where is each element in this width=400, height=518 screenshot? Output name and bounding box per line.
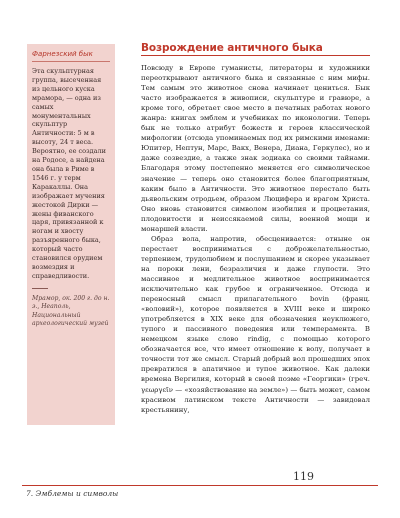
section-title: Возрождение античного быка [141,42,323,54]
footer-rule [22,485,378,486]
running-footer: 7. Эмблемы и символы [26,489,119,498]
page-number: 119 [293,470,314,483]
sidebar-divider [32,288,48,289]
paragraph: Повсюду в Европе гуманисты, литераторы и художники переоткрывают античного быка и связанные с ним мифы. Тем самым это животное снова начинает цениться. Бык часто изображается в живописи, скульптуре и гравюре, а кроме того, обретает свое место в печатных работах нового жанра: книгах эмблем и учебниках по иконологии. Теперь бык не только атрибут божеств и героев классической мифологии (отсюда упоминаемых под их римскими именами: Юпитер, Нептун, Марс, Вакх, Венера, Диана, Геркулес), но и даже созвездие, а также знак зодиака со своими тайнами. Благодаря этому постепенно меняется его символическое значение — теперь оно становится более благоприятным, каким было в Античности. Это животное перестало быть дьявольским отродьем, образом Люцифера и врагом Христа. Оно вновь становится символом изобилия и процветания, плодовитости и неиссякаемой силы, военной мощи и монаршей власти. [141,64,370,233]
sidebar-box [27,44,115,425]
sidebar-caption: Мрамор, ок. 200 г. до н. э., Неаполь, Национальный археологический музей [32,294,110,327]
sidebar-body: Эта скульптурная группа, высеченная из цельного куска мрамора, — одна из самых монументальных скульптур Античности: 5 м в высоту, 24 т весa. Вероятно, ее создали на Родосе, а найдена она была в Риме в 1546 г. у терм Каракаллы. Она изображает мучения жестокой Дирки — жены фиванского царя, привязанной к ногам и хвосту разъяренного быка, который часто становился орудием возмездия и справедливости. [32,67,106,280]
main-column [141,42,370,415]
sidebar-title: Фарнезский бык [32,50,110,62]
section-title-bar [141,42,370,56]
paragraph: Образ вола, напротив, обесценивается: отныне он перестает восприниматься с доброжелательностью, терпением, трудолюбием и послушанием и скорее указывает на пороки лени, безразличия и даже глупости. Это массивное и медлительное животное воспринимается исключительно как грубое и ограниченное. Отсюда и переносный смысл прилагательного bovin (франц. «воловий»), которое появляется в XVIII веке и широко употребляется в XIX веке для обозначения неуклюжего, тупого и пассивного поведения или темперамента. В немецком языке слово rindig, с помощью которого обозначается все, что имеет отношение к волу, получает в точности тот же смысл. Старый добрый вол прошедших эпох превратился в апатичное и тупое животное. Как далеки времена Вергилия, который в своей поэме «Георгики» (греч. γεωργεῖν — «хозяйствование на земле») — быть может, самом красивом латинском тексте Античности — завидовал крестьянину, [141,234,370,414]
